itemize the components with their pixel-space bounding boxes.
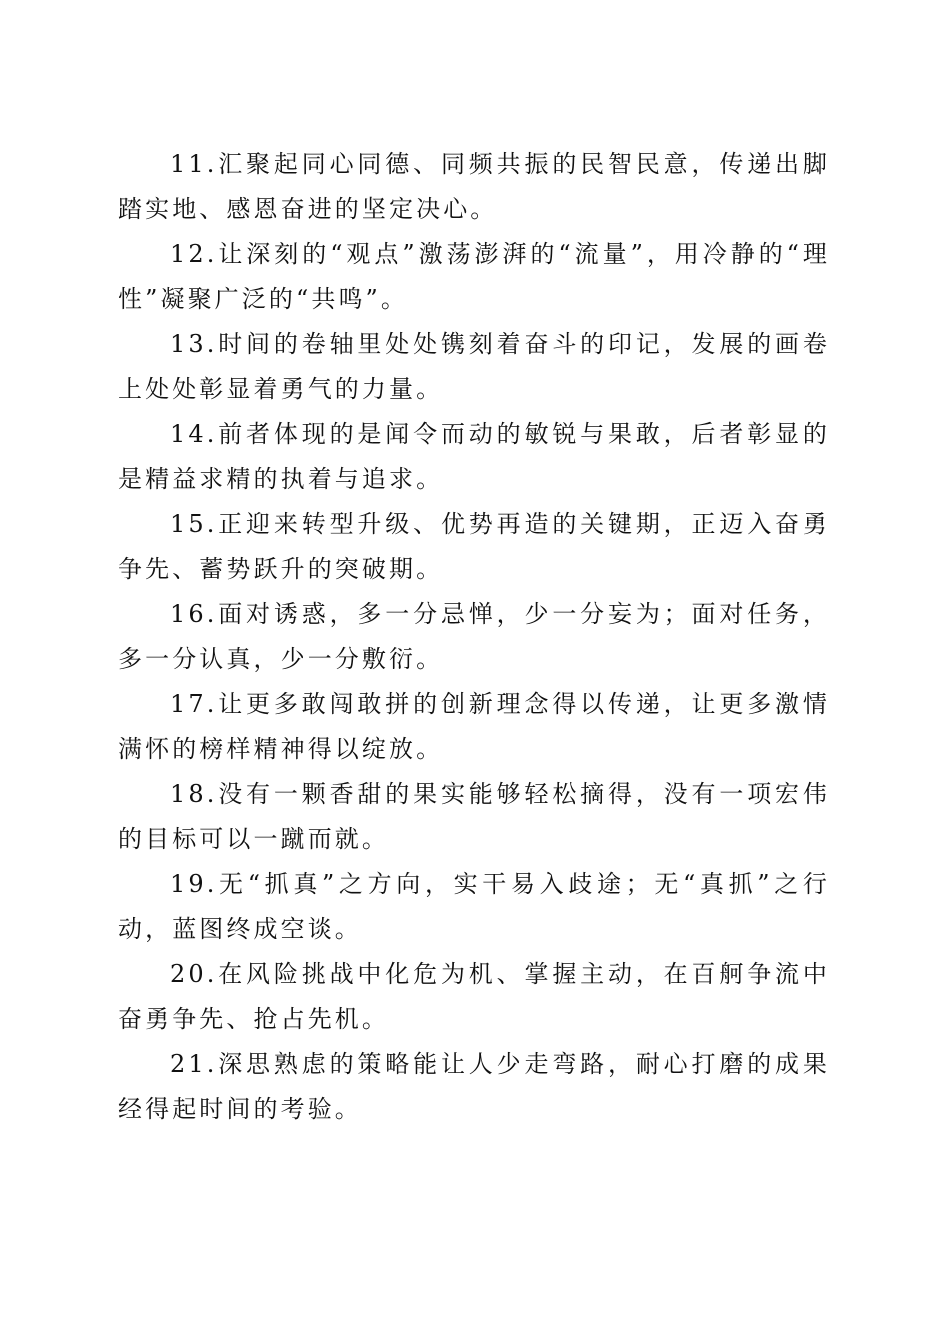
paragraph-13: 13.时间的卷轴里处处镌刻着奋斗的印记，发展的画卷上处处彰显着勇气的力量。 xyxy=(118,330,830,403)
paragraph-11: 11.汇聚起同心同德、同频共振的民智民意，传递出脚踏实地、感恩奋进的坚定决心。 xyxy=(118,150,830,223)
paragraph-12: 12.让深刻的“观点”激荡澎湃的“流量”，用冷静的“理性”凝聚广泛的“共鸣”。 xyxy=(118,240,830,313)
paragraph-18: 18.没有一颗香甜的果实能够轻松摘得，没有一项宏伟的目标可以一蹴而就。 xyxy=(118,780,830,853)
paragraph-21: 21.深思熟虑的策略能让人少走弯路，耐心打磨的成果经得起时间的考验。 xyxy=(118,1050,830,1123)
paragraph-17: 17.让更多敢闯敢拼的创新理念得以传递，让更多激情满怀的榜样精神得以绽放。 xyxy=(118,690,830,763)
paragraph-15: 15.正迎来转型升级、优势再造的关键期，正迈入奋勇争先、蓄势跃升的突破期。 xyxy=(118,510,830,583)
document-body xyxy=(118,142,830,1132)
paragraph-20: 20.在风险挑战中化危为机、掌握主动，在百舸争流中奋勇争先、抢占先机。 xyxy=(118,960,830,1033)
paragraph-19: 19.无“抓真”之方向，实干易入歧途；无“真抓”之行动，蓝图终成空谈。 xyxy=(118,870,830,943)
paragraph-16: 16.面对诱惑，多一分忌惮，少一分妄为；面对任务，多一分认真，少一分敷衍。 xyxy=(118,600,830,673)
paragraph-14: 14.前者体现的是闻令而动的敏锐与果敢，后者彰显的是精益求精的执着与追求。 xyxy=(118,420,830,493)
